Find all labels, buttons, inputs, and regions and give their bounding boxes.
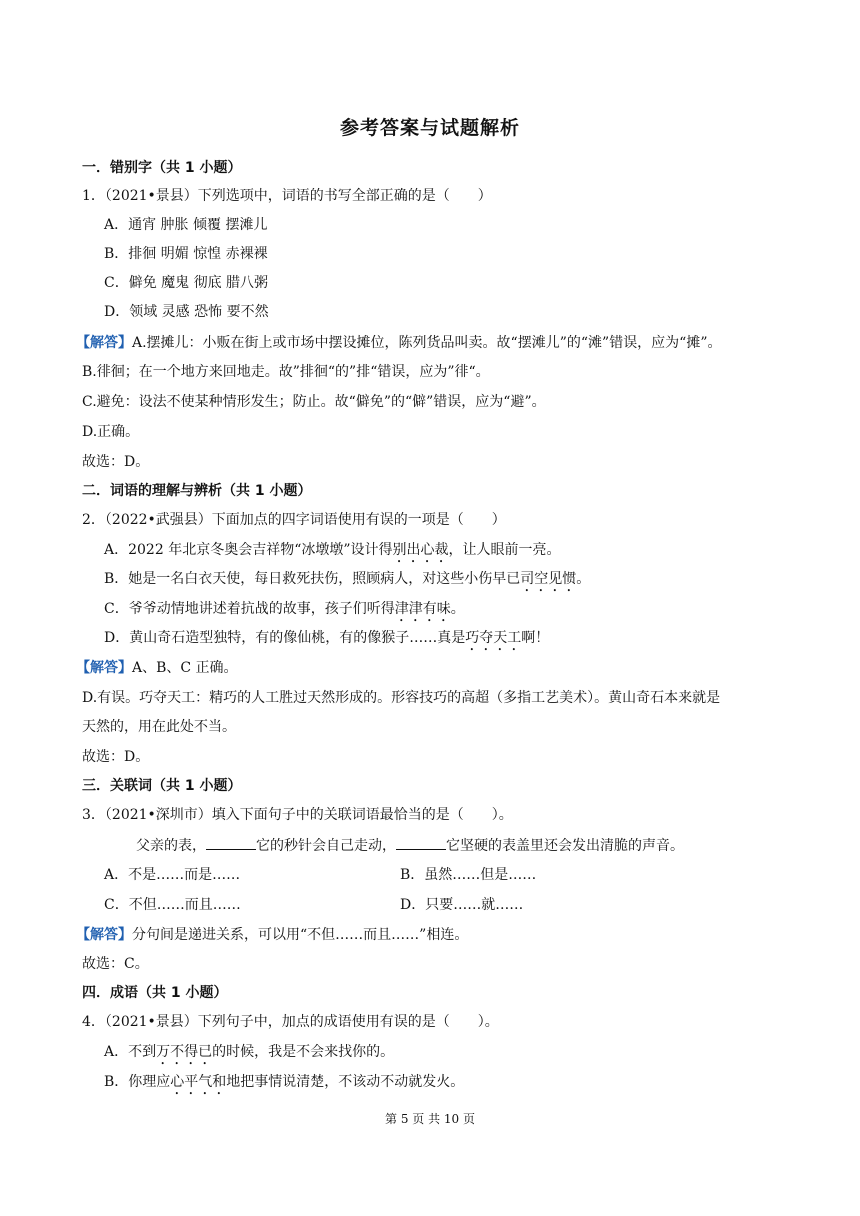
q4-option-a-pre: A．不到 (104, 1044, 157, 1060)
q1-answer-line-5: 故选：D。 (82, 454, 150, 470)
q2-option-d (104, 628, 549, 654)
q3-stem: 3．（2021•深圳市）填入下面句子中的关联词语最恰当的是（ ）。 (82, 807, 513, 823)
q2-answer-line-1 (76, 658, 238, 678)
q3-sentence (136, 835, 684, 856)
q2-option-d-post: 啊！ (521, 630, 550, 646)
answer-tag: 【解答】 (76, 335, 132, 351)
section-heading-3: 三．关联词（共 1 小题） (82, 778, 242, 794)
q3-answer-text-1: 分句间是递进关系，可以用“不但……而且……”相连。 (132, 927, 469, 943)
q3-option-c: C．不但……而且…… (104, 897, 241, 913)
q2-option-b-pre: B．她是一名白衣天使，每日救死扶伤，照顾病人，对这些小伤早已 (104, 571, 521, 587)
q2-option-d-dotted: 巧夺天工 (465, 630, 522, 646)
q3-option-d: D．只要……就…… (400, 897, 524, 913)
q2-option-a (104, 540, 561, 566)
answer-tag: 【解答】 (76, 927, 132, 943)
q2-option-b (104, 569, 590, 595)
q1-stem: 1．（2021•景县）下列选项中，词语的书写全部正确的是（ ） (82, 188, 492, 204)
q3-option-a: A．不是……而是…… (104, 867, 241, 883)
q3-sentence-pre: 父亲的表， (136, 838, 206, 854)
q2-option-a-dotted: 别出心裁 (392, 542, 449, 558)
q4-option-a-post: 的时候，我是不会来找你的。 (212, 1044, 395, 1060)
page-footer: 第 5 页 共 10 页 (385, 1112, 475, 1126)
q2-option-b-dotted: 司空见惯 (520, 571, 577, 587)
fill-blank-1 (206, 835, 256, 850)
q2-option-d-pre: D．黄山奇石造型独特，有的像仙桃，有的像猴子……真是 (104, 630, 466, 646)
q2-stem: 2．（2022•武强县）下面加点的四字词语使用有误的一项是（ ） (82, 512, 506, 528)
q1-answer-line-1 (76, 333, 722, 353)
q4-option-b-pre: B．你理应 (104, 1074, 171, 1090)
q3-sentence-mid: 它的秒针会自己走动， (256, 838, 396, 854)
q1-answer-line-4: D.正确。 (82, 424, 140, 440)
q2-answer-line-3: 天然的，用在此处不当。 (82, 719, 236, 735)
q1-answer-line-2: B.徘徊；在一个地方来回地走。故”排徊“的”排“错误，应为”徘“。 (82, 364, 490, 380)
q2-answer-line-2: D.有误。巧夺天工：精巧的人工胜过天然形成的。形容技巧的高超（多指工艺美术）。黄山奇石本来就是 (82, 690, 721, 706)
q1-answer-text-1: A.摆摊儿：小贩在街上或市场中摆设摊位，陈列货品叫卖。故“摆滩儿”的“滩”错误，应为“摊”。 (132, 335, 722, 351)
q2-answer-line-4: 故选：D。 (82, 749, 150, 765)
fill-blank-2 (396, 835, 446, 850)
q3-answer-line-2: 故选：C。 (82, 956, 149, 972)
q4-option-b (104, 1072, 464, 1098)
q1-option-c: C．僻免 魔鬼 彻底 腊八粥 (104, 275, 269, 291)
q4-stem: 4．（2021•景县）下列句子中，加点的成语使用有误的是（ ）。 (82, 1014, 499, 1030)
q4-option-b-post: 地把事情说清楚，不该动不动就发火。 (226, 1074, 465, 1090)
q1-option-a: A．通宵 肿胀 倾覆 摆滩儿 (104, 217, 268, 233)
section-heading-4: 四．成语（共 1 小题） (82, 985, 228, 1001)
q2-option-c-dotted: 津津有味 (394, 601, 451, 617)
q2-option-b-post: 。 (576, 571, 591, 587)
q2-option-c-pre: C．爷爷动情地讲述着抗战的故事，孩子们听得 (104, 601, 395, 617)
q2-answer-text-1: A、B、C 正确。 (132, 660, 238, 676)
q2-option-c-post: 。 (450, 601, 465, 617)
q1-answer-line-3: C.避免：设法不使某种情形发生；防止。故“僻免”的“僻”错误，应为“避”。 (82, 394, 546, 410)
answer-tag: 【解答】 (76, 660, 132, 676)
q4-option-a-dotted: 万不得已 (156, 1044, 213, 1060)
q3-answer-line-1 (76, 925, 468, 945)
q2-option-a-pre: A．2022 年北京冬奥会吉祥物“冰墩墩”设计得 (104, 542, 393, 558)
q4-option-a (104, 1042, 394, 1068)
page-title: 参考答案与试题解析 (339, 117, 520, 139)
q3-option-b: B．虽然……但是…… (400, 867, 537, 883)
q1-option-b: B．排徊 明媚 惊惶 赤裸裸 (104, 246, 268, 262)
q4-option-b-dotted: 心平气和 (170, 1074, 227, 1090)
q2-option-c (104, 599, 465, 625)
q3-sentence-post: 它坚硬的表盖里还会发出清脆的声音。 (446, 838, 684, 854)
q2-option-a-post: ，让人眼前一亮。 (448, 542, 561, 558)
q1-option-d: D．领域 灵感 恐怖 要不然 (104, 304, 269, 320)
section-heading-1: 一．错别字（共 1 小题） (82, 160, 242, 176)
section-heading-2: 二．词语的理解与辨析（共 1 小题） (82, 483, 312, 499)
